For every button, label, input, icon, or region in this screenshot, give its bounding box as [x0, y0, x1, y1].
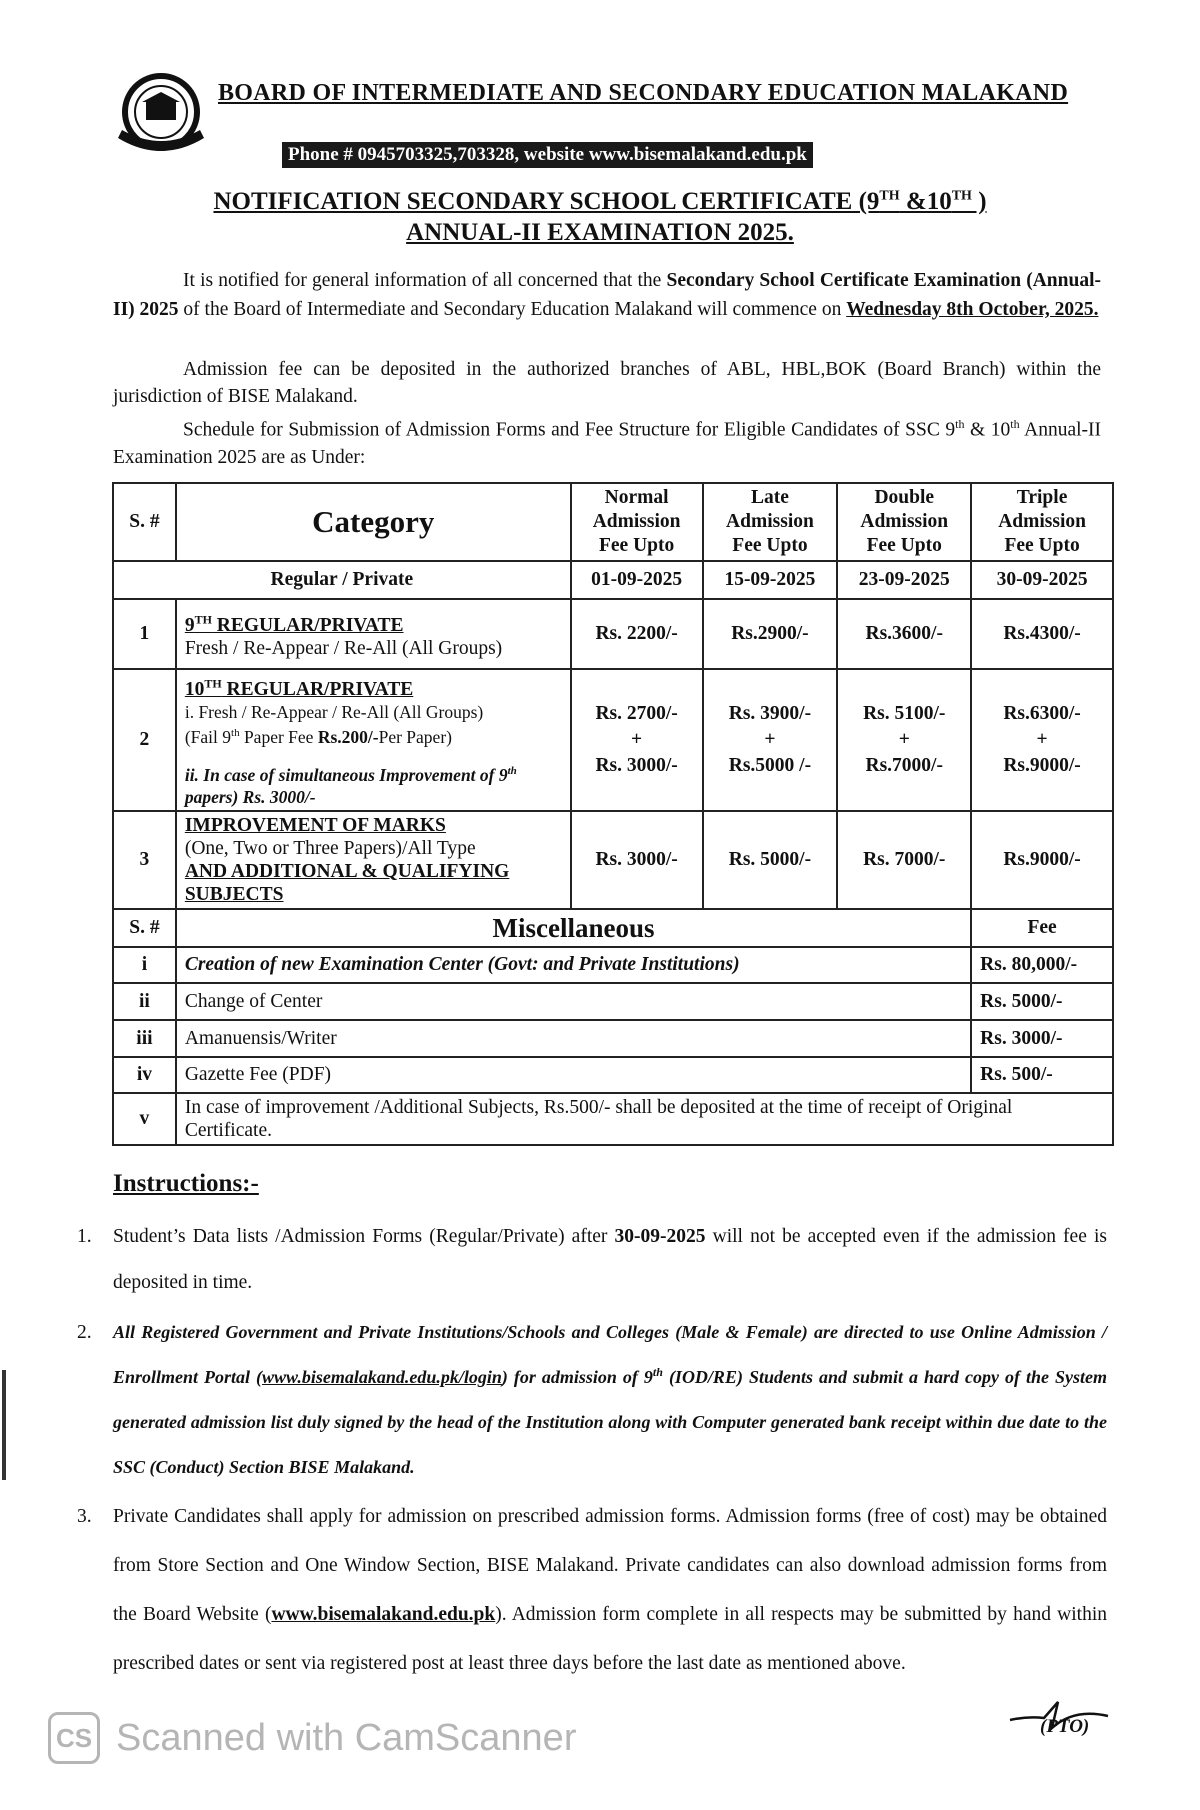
double-fee-date: 23-09-2025 — [837, 561, 971, 599]
misc-row — [113, 947, 1113, 983]
triple-fee-date: 30-09-2025 — [971, 561, 1113, 599]
misc-fee: Rs. 500/- — [971, 1057, 1113, 1093]
misc-sno: iii — [113, 1020, 176, 1057]
row-desc-3: ii. In case of simultaneous Improvement of 9th papers) Rs. 3000/- — [184, 765, 517, 808]
instruction-number: 1. — [77, 1226, 92, 1247]
instruction-item-1: 1. Student’s Data lists /Admission Forms (Regular/Private) after 30-09-2025 will not be accepted even if the admission fee is deposited in time. — [77, 1214, 1107, 1306]
fee-cell: Rs.3600/- — [837, 599, 971, 669]
row-category — [176, 811, 571, 909]
fee-cell: Rs. 3000/- — [571, 811, 703, 909]
intro-paragraph-1: It is notified for general information of all concerned that the Secondary School Certificate Examination (Annual-II) 2025 of the Board of Intermediate and Secondary Education Malakand will commence on Wednesday 8th October, 2025. — [113, 270, 1101, 320]
triple-fee-header: Triple Admission Fee Upto — [971, 483, 1113, 561]
misc-item: Amanuensis/Writer — [176, 1020, 971, 1057]
row-desc-2: (Fail 9th Paper Fee Rs.200/-Per Paper) — [184, 727, 452, 748]
contact-bar: Phone # 0945703325,703328, website www.bisemalakand.edu.pk — [282, 142, 813, 168]
misc-row — [113, 1057, 1113, 1093]
website-link[interactable]: www.bisemalakand.edu.pk — [271, 1604, 496, 1625]
date-row-label: Regular / Private — [113, 561, 571, 599]
table-row — [113, 669, 1113, 811]
misc-header: Miscellaneous — [176, 909, 971, 947]
misc-item: Gazette Fee (PDF) — [176, 1057, 971, 1093]
misc-sno: i — [113, 947, 176, 983]
instruction-item-3: 3. Private Candidates shall apply for admission on prescribed admission forms. Admission forms (free of cost) may be obtained from Store Section and One Window Section, BISE Malakand. Private candidates can also download admission forms from the Board Website (www.bisemalakand.edu.pk). Admission form complete in all respects may be submitted by hand within prescribed dates or sent via registered post at least three days before the last date as mentioned above. — [77, 1492, 1107, 1688]
row-sno: 3 — [113, 811, 176, 909]
row-desc: (One, Two or Three Papers)/All Type — [184, 838, 476, 860]
misc-row — [113, 1020, 1113, 1057]
late-fee-date: 15-09-2025 — [703, 561, 838, 599]
row-title: 9TH REGULAR/PRIVATE — [184, 612, 404, 636]
fee-cell: Rs.9000/- — [971, 811, 1113, 909]
normal-fee-date: 01-09-2025 — [571, 561, 703, 599]
table-header-row — [113, 483, 1113, 561]
intro-paragraph-2: Admission fee can be deposited in the authorized branches of ABL, HBL,BOK (Board Branch) within the jurisdiction of BISE Malakand. — [113, 359, 1101, 407]
row-title: 10TH REGULAR/PRIVATE — [184, 676, 414, 700]
board-title: BOARD OF INTERMEDIATE AND SECONDARY EDUCATION MALAKAND — [218, 80, 1069, 106]
fee-cell: Rs.6300/- + Rs.9000/- — [971, 669, 1113, 811]
scan-edge-mark — [2, 1370, 6, 1480]
misc-fee: Rs. 80,000/- — [971, 947, 1113, 983]
category-header: Category — [176, 483, 571, 561]
row-sno: 2 — [113, 669, 176, 811]
misc-sno: iv — [113, 1057, 176, 1093]
instruction-item-2: 2. All Registered Government and Private Institutions/Schools and Colleges (Male & Female) are directed to use Online Admission / Enrollment Portal (www.bisemalakand.edu.pk/login) for admission of 9th (IOD/RE) Students and submit a hard copy of the System generated admission list duly signed by the head of the Institution along with Computer generated bank receipt within due date to the SSC (Conduct) Section BISE Malakand. — [77, 1310, 1107, 1490]
misc-row — [113, 983, 1113, 1020]
fee-cell: Rs. 2200/- — [571, 599, 703, 669]
double-fee-header: Double Admission Fee Upto — [837, 483, 971, 561]
row-category — [176, 669, 571, 811]
misc-sno: v — [113, 1093, 176, 1145]
fee-structure-table — [112, 482, 1114, 1146]
misc-fee-header: Fee — [971, 909, 1113, 947]
pto-label: (PTO) — [1040, 1716, 1090, 1737]
camscanner-text: Scanned with CamScanner — [116, 1716, 577, 1759]
instructions-title: Instructions:- — [113, 1170, 259, 1197]
instruction-number: 3. — [77, 1506, 92, 1527]
fee-cell: Rs. 7000/- — [837, 811, 971, 909]
misc-item: In case of improvement /Additional Subjects, Rs.500/- shall be deposited at the time of receipt of Original Certificate. — [176, 1093, 1113, 1145]
notification-heading: NOTIFICATION SECONDARY SCHOOL CERTIFICATE (9TH &10TH ) — [213, 188, 987, 215]
misc-fee: Rs. 5000/- — [971, 983, 1113, 1020]
date-row — [113, 561, 1113, 599]
camscanner-logo-icon: CS — [48, 1712, 100, 1764]
board-seal-icon — [112, 72, 210, 158]
misc-header-row — [113, 909, 1113, 947]
misc-row — [113, 1093, 1113, 1145]
late-fee-header: Late Admission Fee Upto — [703, 483, 838, 561]
misc-sno-header: S. # — [113, 909, 176, 947]
row-desc: Fresh / Re-Appear / Re-All (All Groups) — [184, 637, 503, 659]
fee-cell: Rs. 5100/- + Rs.7000/- — [837, 669, 971, 811]
row-category — [176, 599, 571, 669]
table-row — [113, 599, 1113, 669]
camscanner-watermark — [48, 1712, 576, 1764]
sno-header: S. # — [113, 483, 176, 561]
table-row — [113, 811, 1113, 909]
fee-cell: Rs. 5000/- — [703, 811, 838, 909]
fee-cell: Rs. 2700/- + Rs. 3000/- — [571, 669, 703, 811]
fee-cell: Rs.2900/- — [703, 599, 838, 669]
fee-cell: Rs. 3900/- + Rs.5000 /- — [703, 669, 838, 811]
row-sno: 1 — [113, 599, 176, 669]
misc-sno: ii — [113, 983, 176, 1020]
notification-subheading: ANNUAL-II EXAMINATION 2025. — [406, 219, 794, 246]
normal-fee-header: Normal Admission Fee Upto — [571, 483, 703, 561]
misc-fee: Rs. 3000/- — [971, 1020, 1113, 1057]
row-title-2: AND ADDITIONAL & QUALIFYING SUBJECTS — [184, 861, 510, 906]
misc-item: Change of Center — [176, 983, 971, 1020]
portal-link[interactable]: www.bisemalakand.edu.pk/login — [262, 1367, 502, 1387]
row-title: IMPROVEMENT OF MARKS — [184, 815, 446, 837]
instruction-number: 2. — [77, 1322, 92, 1343]
row-desc-1: i. Fresh / Re-Appear / Re-All (All Groups) — [184, 701, 484, 722]
intro-paragraph-3: Schedule for Submission of Admission Forms and Fee Structure for Eligible Candidates of SSC 9th & 10th Annual-II Examination 2025 are as Under: — [113, 417, 1101, 468]
misc-item: Creation of new Examination Center (Govt: and Private Institutions) — [176, 947, 971, 983]
fee-cell: Rs.4300/- — [971, 599, 1113, 669]
